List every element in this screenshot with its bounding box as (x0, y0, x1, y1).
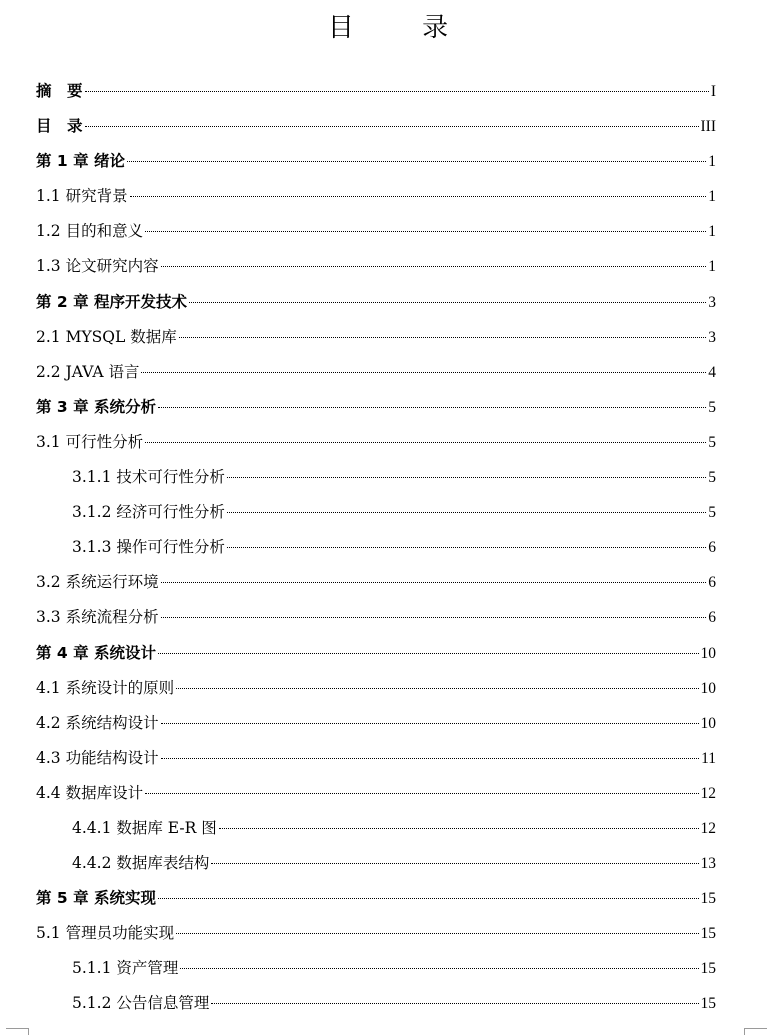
dot-leader (145, 793, 698, 794)
toc-entry-page-number: 10 (700, 714, 716, 732)
dot-leader (189, 302, 706, 303)
toc-entry-title: 4.4.2 数据库表结构 (72, 854, 210, 873)
toc-entry-page-number: 1 (708, 223, 716, 241)
dot-leader (161, 758, 699, 759)
dot-leader (180, 968, 698, 969)
toc-entry-page-number: 10 (700, 679, 716, 697)
toc-entry-title: 第 2 章 程序开发技术 (36, 292, 187, 311)
dot-leader (161, 582, 707, 583)
toc-entry-page-number: 15 (700, 960, 716, 978)
toc-entry-title: 第 3 章 系统分析 (36, 397, 156, 416)
toc-entry-title: 2.1 MYSQL 数据库 (36, 327, 177, 346)
toc-entry[interactable] (36, 565, 716, 600)
toc-entry[interactable] (36, 916, 716, 951)
toc-entry[interactable] (36, 355, 716, 390)
toc-entry[interactable] (36, 706, 716, 741)
toc-entry-title: 3.1.2 经济可行性分析 (72, 503, 225, 522)
toc-entry-page-number: III (700, 118, 716, 136)
toc-entry-page-number: 12 (700, 819, 716, 837)
toc-entry-page-number: 13 (700, 855, 716, 873)
toc-entry-page-number: I (710, 83, 716, 100)
toc-entry[interactable] (36, 179, 716, 214)
toc-entry-title: 4.4 数据库设计 (36, 783, 144, 802)
toc-entry-page-number: 5 (708, 433, 716, 451)
dot-leader (127, 161, 706, 162)
toc-entry-page-number: 6 (708, 574, 716, 592)
toc-entry-page-number: 15 (700, 890, 716, 908)
dot-leader (85, 91, 709, 92)
toc-entry[interactable] (36, 951, 716, 986)
dot-leader (161, 617, 707, 618)
toc-entry[interactable] (36, 109, 716, 144)
toc-entry-page-number: 4 (708, 363, 716, 381)
dot-leader (141, 372, 706, 373)
toc-entry[interactable] (36, 495, 716, 530)
toc-entry-title: 3.3 系统流程分析 (36, 608, 159, 627)
toc-entry-page-number: 1 (708, 188, 716, 206)
dot-leader (211, 863, 698, 864)
toc-entry-page-number: 5 (708, 504, 716, 522)
toc-entry-title: 摘 要 (36, 82, 83, 100)
toc-entry-page-number: 3 (708, 293, 716, 311)
toc-entry-title: 目 录 (36, 117, 83, 136)
toc-entry-page-number: 5 (708, 469, 716, 487)
dot-leader (161, 723, 699, 724)
toc-entry[interactable] (36, 320, 716, 355)
toc-entry[interactable] (36, 986, 716, 1021)
dot-leader (179, 337, 707, 338)
dot-leader (145, 231, 706, 232)
toc-entry[interactable] (36, 776, 716, 811)
toc-entry[interactable] (36, 390, 716, 425)
toc-entry[interactable] (36, 741, 716, 776)
toc-entry-page-number: 3 (708, 328, 716, 346)
toc-entry-title: 4.3 功能结构设计 (36, 748, 159, 767)
toc-entry[interactable] (36, 530, 716, 565)
toc-entry-title: 5.1.2 公告信息管理 (72, 994, 210, 1013)
toc-entry-title: 第 1 章 绪论 (36, 152, 125, 171)
toc-entry[interactable] (36, 846, 716, 881)
toc-entry-title: 3.1.1 技术可行性分析 (72, 468, 225, 487)
dot-leader (158, 898, 699, 899)
page-title: 目 录 (327, 13, 479, 43)
dot-leader (158, 407, 706, 408)
toc-entry[interactable] (36, 671, 716, 706)
toc-entry[interactable] (36, 144, 716, 179)
toc-entry-title: 5.1 管理员功能实现 (36, 924, 175, 943)
dot-leader (227, 512, 706, 513)
dot-leader (227, 547, 706, 548)
toc-entry[interactable] (36, 285, 716, 320)
toc-entry[interactable] (36, 811, 716, 846)
toc-entry-title: 3.2 系统运行环境 (36, 573, 159, 592)
dot-leader (176, 933, 698, 934)
toc-entry-page-number: 15 (700, 995, 716, 1013)
toc-entry-title: 3.1.3 操作可行性分析 (72, 538, 225, 557)
toc-entry[interactable] (36, 214, 716, 249)
dot-leader (85, 126, 699, 127)
toc-entry-page-number: 11 (701, 749, 716, 767)
dot-leader (161, 266, 707, 267)
toc-entry-title: 5.1.1 资产管理 (72, 959, 179, 978)
dot-leader (211, 1003, 698, 1004)
dot-leader (158, 653, 699, 654)
toc-entry-title: 2.2 JAVA 语言 (36, 362, 140, 381)
toc-entry-page-number: 15 (700, 925, 716, 943)
dot-leader (145, 442, 706, 443)
toc-entry[interactable] (36, 249, 716, 284)
dot-leader (219, 828, 699, 829)
toc-entry[interactable] (36, 74, 716, 109)
toc-entry-page-number: 10 (700, 644, 716, 662)
toc-entry-title: 第 5 章 系统实现 (36, 889, 156, 908)
toc-entry-title: 3.1 可行性分析 (36, 432, 144, 451)
toc-entry-title: 1.2 目的和意义 (36, 222, 144, 241)
toc-entry[interactable] (36, 636, 716, 671)
toc-entry[interactable] (36, 600, 716, 635)
toc-entry-page-number: 6 (708, 539, 716, 557)
toc-entry-title: 4.2 系统结构设计 (36, 713, 159, 732)
toc-entry-page-number: 6 (708, 609, 716, 627)
toc-entry-title: 4.1 系统设计的原则 (36, 678, 175, 697)
toc-entry-page-number: 5 (708, 398, 716, 416)
toc-entry-title: 第 4 章 系统设计 (36, 643, 156, 662)
toc-entry-title: 4.4.1 数据库 E-R 图 (72, 818, 217, 837)
toc-entry-page-number: 12 (700, 784, 716, 802)
dot-leader (227, 477, 706, 478)
table-of-contents (36, 74, 716, 1022)
dot-leader (130, 196, 707, 197)
toc-entry-page-number: 1 (708, 153, 716, 171)
toc-entry[interactable] (36, 881, 716, 916)
toc-entry[interactable] (36, 460, 716, 495)
toc-entry[interactable] (36, 425, 716, 460)
dot-leader (176, 688, 698, 689)
toc-entry-title: 1.3 论文研究内容 (36, 257, 159, 276)
toc-entry-page-number: 1 (708, 258, 716, 276)
toc-entry-title: 1.1 研究背景 (36, 187, 128, 206)
